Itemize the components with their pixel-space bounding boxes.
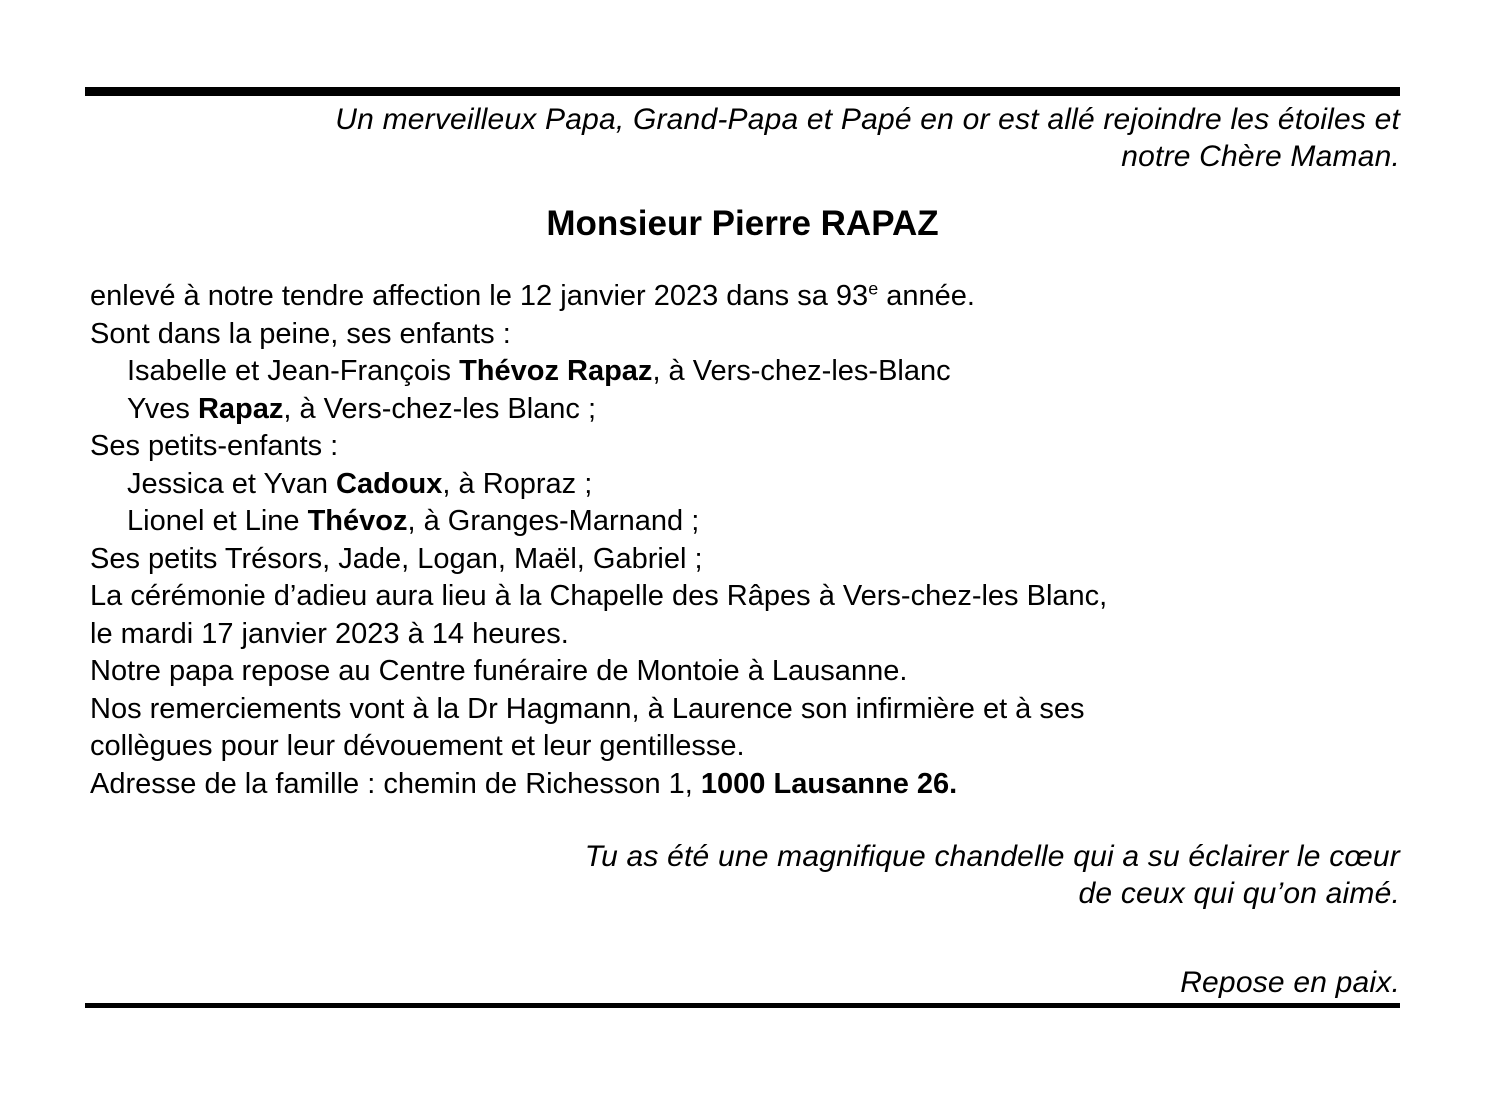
body-line xyxy=(90,391,1402,429)
body-text: collègues pour leur dévouement et leur gentillesse. xyxy=(90,730,745,762)
header-quote-line: Un merveilleux Papa, Grand-Papa et Papé en or est allé rejoindre les étoiles et xyxy=(335,103,1400,136)
body-line xyxy=(90,766,1402,804)
body-line xyxy=(90,653,1402,691)
body-line xyxy=(90,691,1402,729)
body-text: Ses petits-enfants : xyxy=(90,430,339,462)
notice-body xyxy=(90,278,1402,803)
closing-quote xyxy=(90,838,1400,912)
body-text: Nos remerciements vont à la Dr Hagmann, à Laurence son infirmière et à ses xyxy=(90,692,1085,725)
body-text: année. xyxy=(878,280,975,312)
body-line xyxy=(90,428,1402,466)
body-line xyxy=(90,466,1402,504)
body-line xyxy=(90,616,1402,654)
body-text: Sont dans la peine, ses enfants : xyxy=(90,317,511,350)
body-text: Lionel et Line xyxy=(127,505,308,537)
body-text: , à Granges-Marnand ; xyxy=(407,505,700,537)
body-line xyxy=(90,728,1402,766)
closing-quote-line: Tu as été une magnifique chandelle qui a su éclairer le cœur xyxy=(584,840,1400,873)
body-text: Ses petits Trésors, Jade, Logan, Maël, Gabriel ; xyxy=(90,542,703,575)
body-text: Jessica et Yvan xyxy=(127,467,337,500)
family-name-bold: Thévoz xyxy=(307,505,408,537)
body-line xyxy=(90,578,1402,616)
farewell-line: Repose en paix. xyxy=(1180,966,1400,999)
header-quote xyxy=(90,101,1400,175)
body-text: Notre papa repose au Centre funéraire de Montoie à Lausanne. xyxy=(90,655,908,687)
superscript-ordinal: e xyxy=(868,278,879,299)
body-line xyxy=(90,278,1402,316)
header-quote-line: notre Chère Maman. xyxy=(1121,140,1400,173)
body-text: La cérémonie d’adieu aura lieu à la Chapelle des Râpes à Vers-chez-les Blanc, xyxy=(90,580,1108,612)
family-address-bold: 1000 Lausanne 26. xyxy=(700,767,958,800)
deceased-name-title: Monsieur Pierre RAPAZ xyxy=(546,204,939,243)
body-text: , à Ropraz ; xyxy=(442,467,593,500)
body-text: Isabelle et Jean-François xyxy=(127,355,460,387)
body-text: Yves xyxy=(127,392,198,425)
body-text: le mardi 17 janvier 2023 à 14 heures. xyxy=(90,617,569,650)
family-name-bold: Cadoux xyxy=(336,467,443,500)
body-text: Adresse de la famille : chemin de Richesson 1, xyxy=(90,767,701,800)
body-line xyxy=(90,353,1402,391)
body-line xyxy=(90,503,1402,541)
body-text: , à Vers-chez-les-Blanc xyxy=(652,355,951,387)
body-line xyxy=(90,541,1402,579)
body-text: , à Vers-chez-les Blanc ; xyxy=(283,392,597,425)
body-line xyxy=(90,316,1402,354)
family-name-bold: Thévoz Rapaz xyxy=(459,355,653,387)
closing-quote-line: de ceux qui qu’on aimé. xyxy=(1078,877,1400,910)
bottom-rule xyxy=(85,1003,1400,1008)
body-text: enlevé à notre tendre affection le 12 janvier 2023 dans sa 93 xyxy=(90,280,869,312)
top-rule xyxy=(85,87,1400,96)
family-name-bold: Rapaz xyxy=(197,392,284,425)
